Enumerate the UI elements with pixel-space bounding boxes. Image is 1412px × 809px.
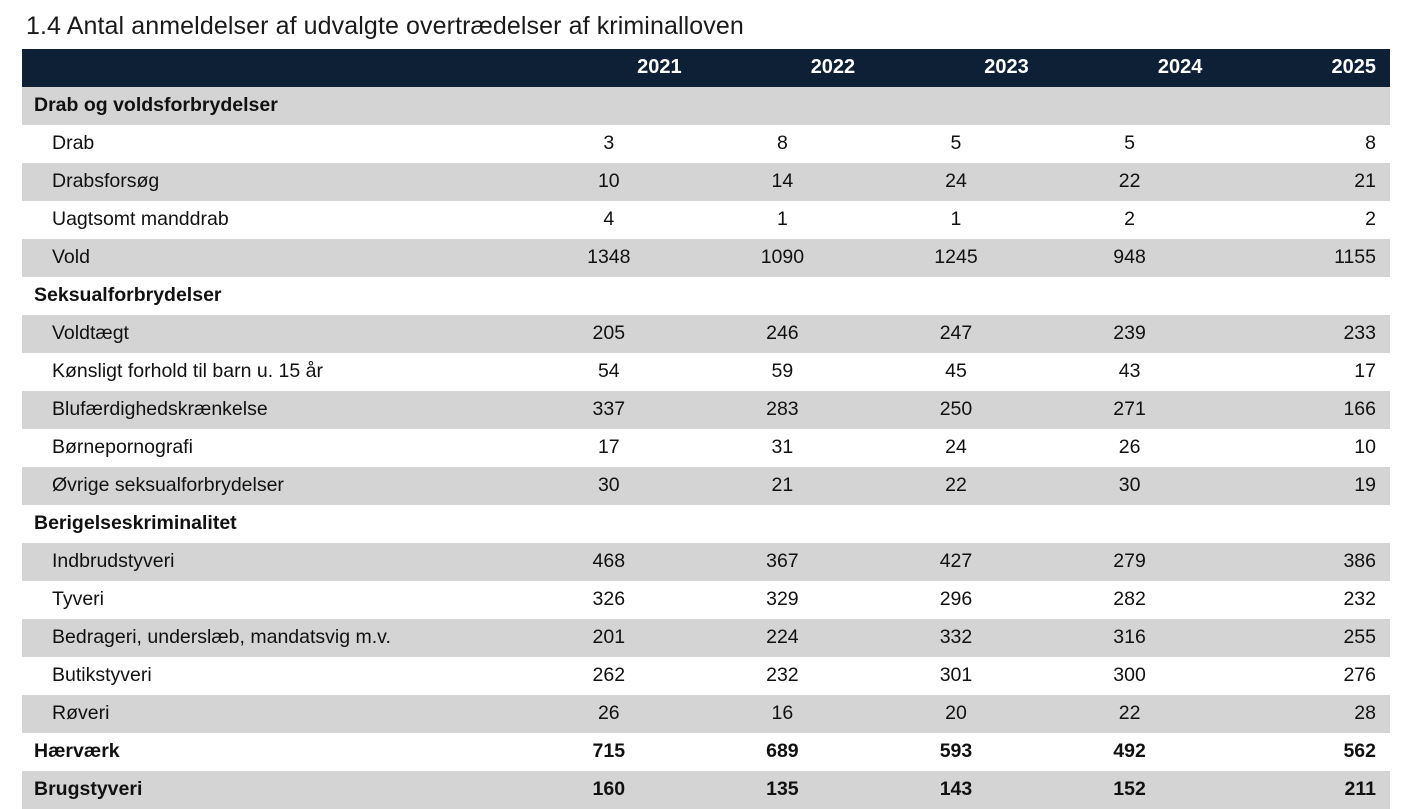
cell-2022: 16 (696, 695, 870, 733)
cell-2021: 201 (522, 619, 696, 657)
cell-2022 (696, 505, 870, 543)
cell-2022: 329 (696, 581, 870, 619)
cell-2025: 1155 (1216, 239, 1390, 277)
table-header (22, 49, 1390, 87)
cell-2025: 255 (1216, 619, 1390, 657)
cell-2022: 21 (696, 467, 870, 505)
cell-2022: 59 (696, 353, 870, 391)
cell-2021 (522, 277, 696, 315)
cell-2021: 337 (522, 391, 696, 429)
crime-statistics-table (22, 49, 1390, 809)
cell-2023 (869, 87, 1043, 125)
row-label: Voldtægt (22, 315, 522, 353)
column-header-2025: 2025 (1216, 49, 1390, 87)
row-label: Drab og voldsforbrydelser (22, 87, 522, 125)
cell-2025: 233 (1216, 315, 1390, 353)
cell-2025 (1216, 505, 1390, 543)
column-header-2024: 2024 (1043, 49, 1217, 87)
cell-2023: 296 (869, 581, 1043, 619)
cell-2022: 224 (696, 619, 870, 657)
table-row (22, 543, 1390, 581)
cell-2024 (1043, 505, 1217, 543)
cell-2022: 8 (696, 125, 870, 163)
cell-2021: 205 (522, 315, 696, 353)
cell-2022: 135 (696, 771, 870, 809)
cell-2025: 211 (1216, 771, 1390, 809)
cell-2022 (696, 277, 870, 315)
cell-2023: 1 (869, 201, 1043, 239)
cell-2021: 1348 (522, 239, 696, 277)
row-label: Røveri (22, 695, 522, 733)
table-row (22, 315, 1390, 353)
cell-2024: 30 (1043, 467, 1217, 505)
table-row (22, 239, 1390, 277)
cell-2025: 21 (1216, 163, 1390, 201)
row-label: Drab (22, 125, 522, 163)
row-label: Kønsligt forhold til barn u. 15 år (22, 353, 522, 391)
cell-2021: 17 (522, 429, 696, 467)
table-row (22, 619, 1390, 657)
table-row (22, 733, 1390, 771)
table-header-row (22, 49, 1390, 87)
cell-2025: 19 (1216, 467, 1390, 505)
table-row (22, 391, 1390, 429)
cell-2022: 689 (696, 733, 870, 771)
cell-2024: 26 (1043, 429, 1217, 467)
cell-2025: 232 (1216, 581, 1390, 619)
table-row (22, 771, 1390, 809)
cell-2025: 386 (1216, 543, 1390, 581)
cell-2025: 276 (1216, 657, 1390, 695)
cell-2024: 271 (1043, 391, 1217, 429)
cell-2021: 326 (522, 581, 696, 619)
cell-2021: 4 (522, 201, 696, 239)
cell-2024: 316 (1043, 619, 1217, 657)
cell-2024: 282 (1043, 581, 1217, 619)
cell-2021: 26 (522, 695, 696, 733)
cell-2023: 24 (869, 163, 1043, 201)
cell-2021: 54 (522, 353, 696, 391)
table-body (22, 87, 1390, 809)
cell-2024: 279 (1043, 543, 1217, 581)
cell-2023: 301 (869, 657, 1043, 695)
row-label: Butikstyveri (22, 657, 522, 695)
cell-2024: 22 (1043, 695, 1217, 733)
cell-2023: 593 (869, 733, 1043, 771)
cell-2022: 283 (696, 391, 870, 429)
cell-2024 (1043, 277, 1217, 315)
cell-2021: 160 (522, 771, 696, 809)
cell-2021: 10 (522, 163, 696, 201)
table-row (22, 163, 1390, 201)
cell-2023: 24 (869, 429, 1043, 467)
table-row (22, 125, 1390, 163)
cell-2025 (1216, 277, 1390, 315)
cell-2025: 8 (1216, 125, 1390, 163)
cell-2021: 262 (522, 657, 696, 695)
cell-2022: 367 (696, 543, 870, 581)
cell-2023: 143 (869, 771, 1043, 809)
table-row (22, 277, 1390, 315)
cell-2025 (1216, 87, 1390, 125)
cell-2023: 5 (869, 125, 1043, 163)
cell-2024: 152 (1043, 771, 1217, 809)
cell-2021: 30 (522, 467, 696, 505)
row-label: Vold (22, 239, 522, 277)
cell-2022: 1 (696, 201, 870, 239)
cell-2025: 562 (1216, 733, 1390, 771)
row-label: Bedrageri, underslæb, mandatsvig m.v. (22, 619, 522, 657)
cell-2022: 1090 (696, 239, 870, 277)
cell-2021 (522, 87, 696, 125)
table-row (22, 505, 1390, 543)
cell-2024: 2 (1043, 201, 1217, 239)
cell-2022: 31 (696, 429, 870, 467)
cell-2025: 28 (1216, 695, 1390, 733)
row-label: Indbrudstyveri (22, 543, 522, 581)
cell-2023: 1245 (869, 239, 1043, 277)
cell-2023: 332 (869, 619, 1043, 657)
cell-2025: 10 (1216, 429, 1390, 467)
cell-2023: 427 (869, 543, 1043, 581)
cell-2023: 45 (869, 353, 1043, 391)
cell-2024: 239 (1043, 315, 1217, 353)
cell-2023: 20 (869, 695, 1043, 733)
cell-2024: 5 (1043, 125, 1217, 163)
cell-2025: 2 (1216, 201, 1390, 239)
cell-2021: 715 (522, 733, 696, 771)
cell-2022: 246 (696, 315, 870, 353)
row-label: Børnepornografi (22, 429, 522, 467)
cell-2025: 166 (1216, 391, 1390, 429)
table-row (22, 657, 1390, 695)
table-row (22, 429, 1390, 467)
cell-2024: 43 (1043, 353, 1217, 391)
cell-2024 (1043, 87, 1217, 125)
cell-2024: 948 (1043, 239, 1217, 277)
table-row (22, 353, 1390, 391)
column-header-2021: 2021 (522, 49, 696, 87)
cell-2021: 3 (522, 125, 696, 163)
cell-2023 (869, 505, 1043, 543)
row-label: Berigelseskriminalitet (22, 505, 522, 543)
row-label: Tyveri (22, 581, 522, 619)
row-label: Drabsforsøg (22, 163, 522, 201)
cell-2023 (869, 277, 1043, 315)
cell-2024: 22 (1043, 163, 1217, 201)
cell-2023: 250 (869, 391, 1043, 429)
cell-2022: 232 (696, 657, 870, 695)
table-row (22, 581, 1390, 619)
row-label: Brugstyveri (22, 771, 522, 809)
cell-2025: 17 (1216, 353, 1390, 391)
cell-2023: 247 (869, 315, 1043, 353)
table-row (22, 87, 1390, 125)
column-header-2022: 2022 (696, 49, 870, 87)
column-header-2023: 2023 (869, 49, 1043, 87)
row-label: Hærværk (22, 733, 522, 771)
cell-2021: 468 (522, 543, 696, 581)
row-label: Blufærdighedskrænkelse (22, 391, 522, 429)
row-label: Seksualforbrydelser (22, 277, 522, 315)
table-row (22, 467, 1390, 505)
row-label: Uagtsomt manddrab (22, 201, 522, 239)
column-header-category (22, 49, 522, 87)
cell-2024: 300 (1043, 657, 1217, 695)
cell-2024: 492 (1043, 733, 1217, 771)
page-title: 1.4 Antal anmeldelser af udvalgte overtrædelser af kriminalloven (26, 12, 744, 40)
cell-2022 (696, 87, 870, 125)
cell-2023: 22 (869, 467, 1043, 505)
table-row (22, 201, 1390, 239)
row-label: Øvrige seksualforbrydelser (22, 467, 522, 505)
table-row (22, 695, 1390, 733)
cell-2022: 14 (696, 163, 870, 201)
cell-2021 (522, 505, 696, 543)
